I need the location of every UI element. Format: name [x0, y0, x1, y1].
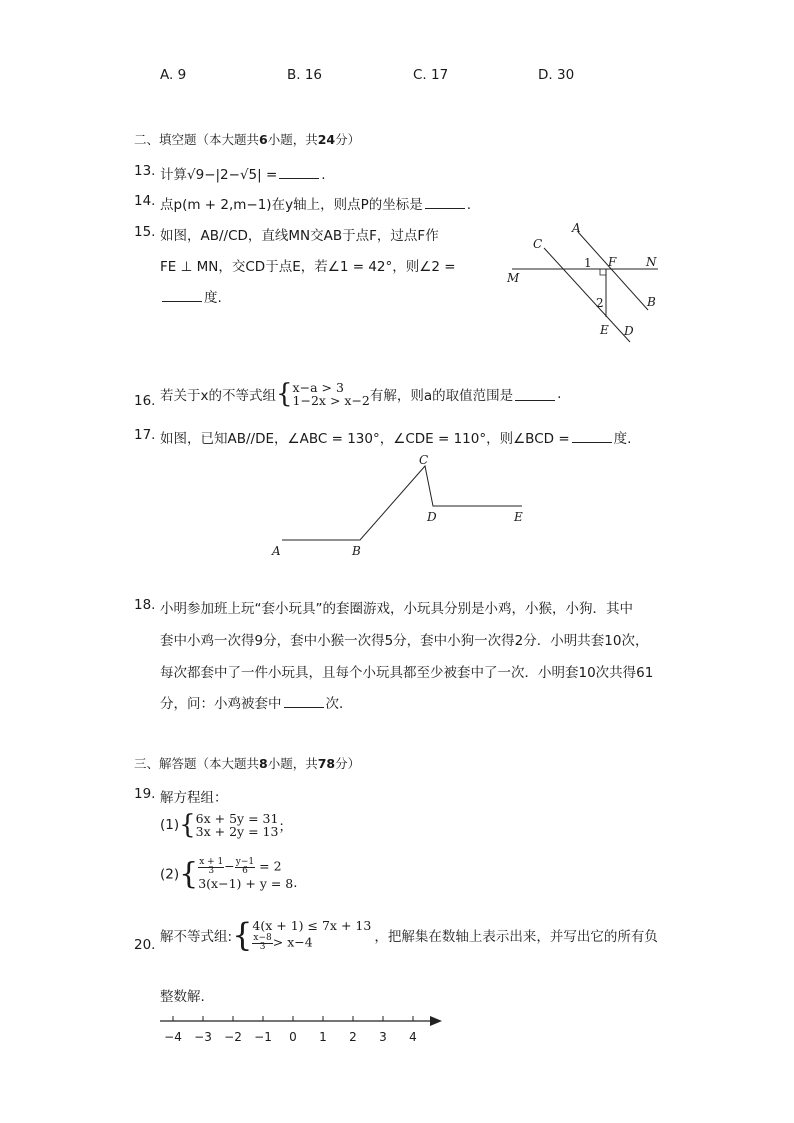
label-c: C [419, 453, 429, 467]
q18-line2: 套中小鸡一次得9分，套中小猴一次得5分，套中小狗一次得2分．小明共套10次， [160, 633, 649, 649]
angle-2-label: 2 [596, 296, 604, 310]
choice-c: C. 17 [413, 67, 449, 83]
tick-label: −3 [194, 1030, 212, 1044]
label-a: A [572, 221, 581, 235]
tick-label: 2 [349, 1030, 357, 1044]
q19-part1: (1){6x + 5y = 31 3x + 2y = 13； [160, 810, 292, 840]
q18-number: 18. [134, 597, 156, 613]
q17-blank [572, 430, 612, 443]
q16-system: x−a > 3 1−2x > x−2 [292, 380, 370, 408]
q13-number: 13. [134, 163, 156, 179]
choice-d: D. 30 [538, 67, 575, 83]
q15-figure [500, 218, 670, 348]
q17-number: 17. [134, 427, 156, 443]
q13-text: 计算√9−|2−√5| = . [160, 167, 326, 183]
label-d: D [427, 510, 437, 524]
choice-a: A. 9 [160, 67, 187, 83]
q16-number: 16. [134, 393, 156, 409]
tick-label: 0 [289, 1030, 297, 1044]
q18-line3: 每次都套中了一件小玩具，且每个小玩具都至少被套中了一次．小明套10次共得61 [160, 665, 654, 681]
q18-line1: 小明参加班上玩“套小玩具”的套圈游戏，小玩具分别是小鸡，小猴，小狗．其中 [160, 601, 633, 617]
q18-line4: 分，问：小鸡被套中 次． [160, 696, 353, 712]
q14-text: 点p(m + 2,m−1)在y轴上，则点P的坐标是 . [160, 197, 472, 213]
q20-line2: 整数解. [160, 989, 205, 1005]
q17-text: 如图，已知AB//DE，∠ABC = 130°，∠CDE = 110°，则∠BCD = 度. [160, 431, 632, 447]
q20-number: 20. [134, 937, 156, 953]
q19-part2: $(2)\{\frac{x + 1}{3}-\frac{y-1}{6} = 2$ 3(x−1) + y = 8. [160, 856, 298, 892]
q15-line1: 如图，AB//CD，直线MN交AB于点F，过点F作 [160, 228, 439, 244]
label-b: B [352, 544, 361, 558]
label-n: N [646, 255, 657, 269]
section3-heading: 三、解答题（本大题共8小题，共78分） [134, 756, 361, 771]
q14-blank [425, 196, 465, 209]
label-m: M [507, 271, 520, 285]
choice-b: B. 16 [287, 67, 323, 83]
number-line [158, 1010, 448, 1046]
q16-blank [515, 388, 555, 401]
q17-figure [266, 450, 536, 562]
arrow-head-icon [430, 1016, 442, 1026]
q15-blank [162, 289, 202, 302]
tick-label: 1 [319, 1030, 327, 1044]
q14-number: 14. [134, 193, 156, 209]
label-e: E [600, 323, 609, 337]
q13-blank [279, 166, 319, 179]
section2-heading: 二、填空题（本大题共6小题，共24分） [134, 132, 361, 147]
angle-1-label: 1 [584, 256, 592, 270]
label-c: C [533, 237, 543, 251]
tick-label: 4 [409, 1030, 417, 1044]
q19-number: 19. [134, 786, 156, 802]
tick-label: −2 [224, 1030, 242, 1044]
label-d: D [624, 324, 634, 338]
q16-text: 若关于x的不等式组{x−a > 3 1−2x > x−2有解，则a的取值范围是 . [160, 379, 562, 409]
q15-line2: FE ⊥ MN，交CD于点E，若∠1 = 42°，则∠2 = [160, 259, 456, 275]
label-a: A [272, 544, 281, 558]
q15-number: 15. [134, 224, 156, 240]
tick-label: −4 [164, 1030, 182, 1044]
q19-text: 解方程组： [160, 790, 228, 806]
label-b: B [647, 295, 656, 309]
tick-label: −1 [254, 1030, 272, 1044]
q18-blank [284, 695, 324, 708]
tick-label: 3 [379, 1030, 387, 1044]
label-f: F [608, 255, 617, 269]
q15-line3: 度. [160, 286, 222, 306]
label-e: E [514, 510, 523, 524]
q20-text: 解不等式组:{4(x + 1) ≤ 7x + 13 $\frac{x-8}{3}> x-4$ ，把解集在数轴上表示出来，并写出它的所有负 [160, 916, 658, 954]
